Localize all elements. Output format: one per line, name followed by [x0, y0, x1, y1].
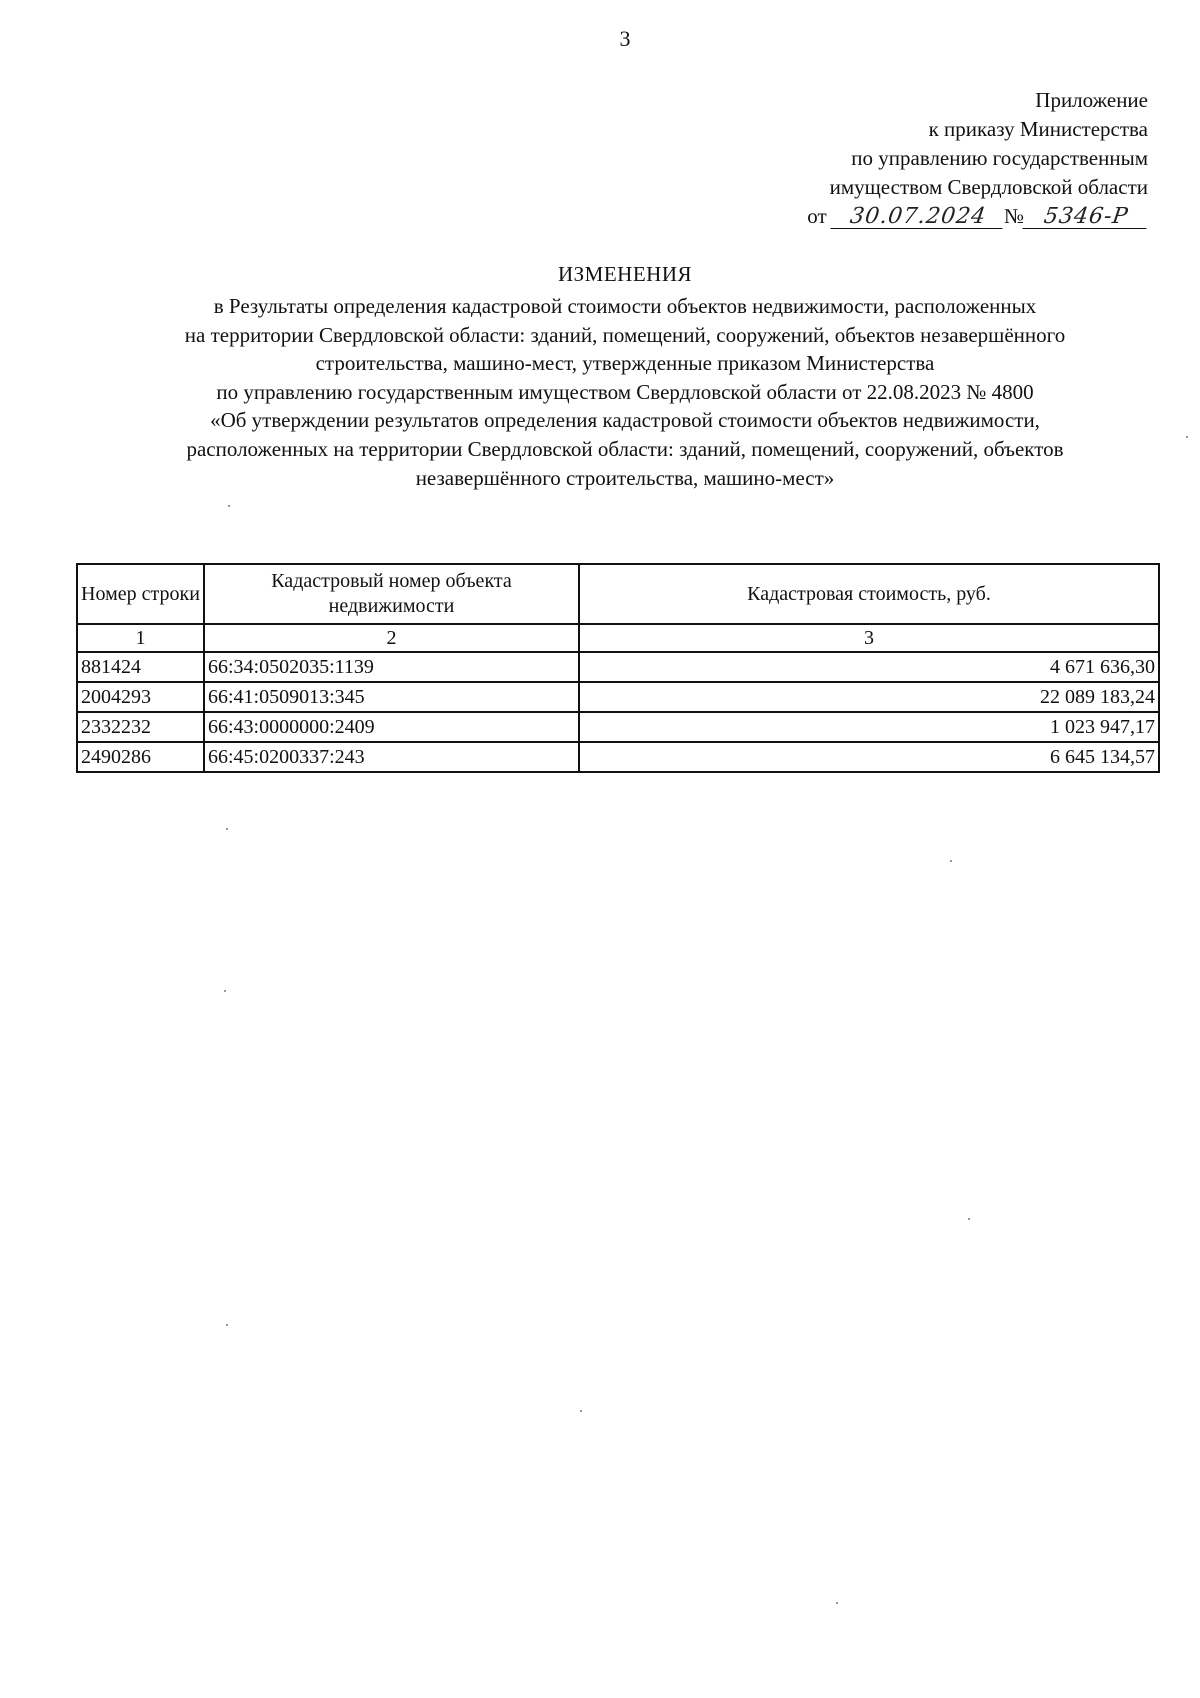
cadastral-number-cell: 66:43:0000000:2409 — [204, 712, 579, 742]
header-row-number: Номер строки — [77, 564, 204, 624]
header-cadastral-value: Кадастровая стоимость, руб. — [579, 564, 1159, 624]
appendix-line: к приказу Министерства — [928, 117, 1148, 141]
number-label: № — [1003, 204, 1024, 228]
row-number-cell: 2490286 — [77, 742, 204, 772]
cadastral-value-cell: 22 089 183,24 — [579, 682, 1159, 712]
table-row — [77, 682, 1159, 712]
appendix-block — [728, 86, 1148, 231]
header-cadastral-number: Кадастровый номер объекта недвижимости — [204, 564, 579, 624]
column-number: 2 — [204, 624, 579, 652]
document-subtitle — [90, 292, 1160, 492]
cadastral-value-cell: 1 023 947,17 — [579, 712, 1159, 742]
scan-speck — [226, 1324, 228, 1326]
cadastral-value-table — [76, 563, 1160, 773]
scan-speck — [1186, 436, 1188, 438]
column-number-row — [77, 624, 1159, 652]
appendix-line: имуществом Свердловской области — [829, 175, 1148, 199]
scan-speck — [836, 1602, 838, 1604]
column-number: 3 — [579, 624, 1159, 652]
row-number-cell: 2332232 — [77, 712, 204, 742]
cadastral-value-cell: 4 671 636,30 — [579, 652, 1159, 682]
subtitle-line: по управлению государственным имуществом Свердловской области от 22.08.2023 № 4800 — [216, 379, 1034, 404]
document-title: ИЗМЕНЕНИЯ — [557, 262, 693, 286]
cadastral-number-cell: 66:34:0502035:1139 — [204, 652, 579, 682]
cadastral-number-cell: 66:45:0200337:243 — [204, 742, 579, 772]
row-number-cell: 881424 — [77, 652, 204, 682]
scan-speck — [950, 860, 952, 862]
subtitle-line: «Об утверждении результатов определения кадастровой стоимости объектов недвижимости, — [210, 408, 1040, 433]
table-row — [77, 652, 1159, 682]
cadastral-value-cell: 6 645 134,57 — [579, 742, 1159, 772]
column-number: 1 — [77, 624, 204, 652]
appendix-line: Приложение — [1035, 88, 1148, 112]
subtitle-line: строительства, машино-мест, утвержденные приказом Министерства — [315, 351, 935, 376]
subtitle-line: на территории Свердловской области: зданий, помещений, сооружений, объектов незавершённого — [184, 322, 1066, 347]
table-header-row — [77, 564, 1159, 624]
cadastral-number-cell: 66:41:0509013:345 — [204, 682, 579, 712]
scan-speck — [968, 1218, 970, 1220]
order-date-line — [728, 202, 1148, 231]
handwritten-order-number: 5346-Р — [1022, 206, 1149, 229]
appendix-line: по управлению государственным — [851, 146, 1148, 170]
scan-speck — [228, 505, 230, 507]
date-prefix: от — [807, 204, 827, 228]
scan-speck — [226, 828, 228, 830]
table-row — [77, 742, 1159, 772]
subtitle-line: в Результаты определения кадастровой стоимости объектов недвижимости, расположенных — [213, 294, 1037, 318]
page-number: 3 — [619, 26, 631, 51]
row-number-cell: 2004293 — [77, 682, 204, 712]
table-row — [77, 712, 1159, 742]
scan-speck — [580, 1410, 582, 1412]
handwritten-date: 30.07.2024 — [830, 206, 1005, 229]
scan-speck — [224, 990, 226, 992]
subtitle-line: незавершённого строительства, машино-мест» — [415, 465, 835, 490]
subtitle-line: расположенных на территории Свердловской области: зданий, помещений, сооружений, объектов — [186, 436, 1064, 461]
